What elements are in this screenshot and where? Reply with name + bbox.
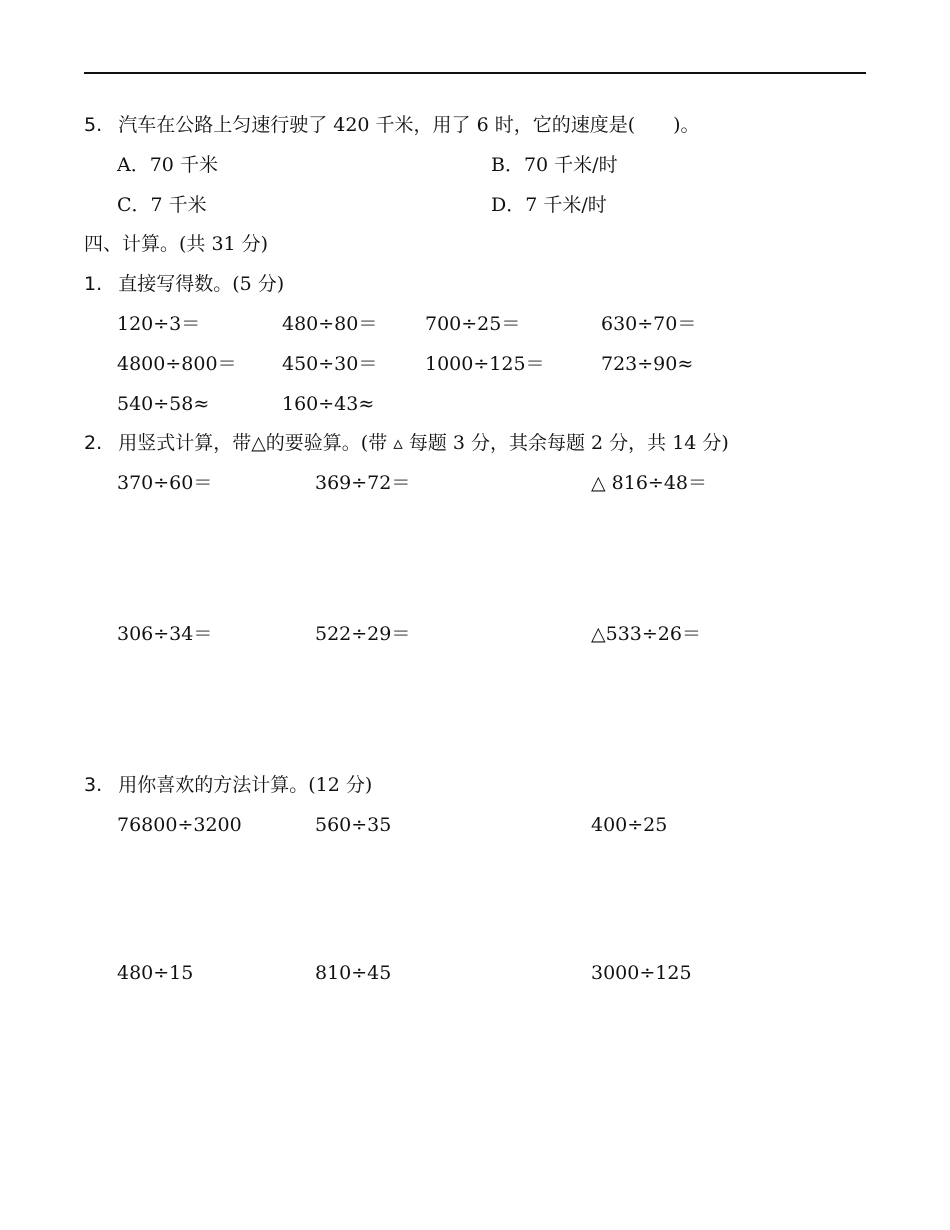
part-1-number: 1. — [84, 273, 103, 295]
method-calc-item: 76800÷3200 — [117, 814, 242, 836]
vertical-calc-item: 369÷72＝ — [315, 472, 411, 494]
method-calc-item: 400÷25 — [591, 814, 668, 836]
option-a: A．70 千米 — [117, 154, 218, 176]
method-calc-item: 3000÷125 — [591, 962, 692, 984]
oral-calc-item: 700÷25＝ — [425, 313, 521, 335]
part-3-heading — [84, 773, 372, 797]
oral-calc-item: 540÷58≈ — [117, 393, 210, 415]
vertical-calc-item: △ 816÷48＝ — [591, 472, 708, 494]
header-rule — [84, 72, 866, 74]
oral-calc-item: 1000÷125＝ — [425, 353, 545, 375]
option-b: B．70 千米/时 — [491, 154, 618, 176]
part-2-heading — [84, 431, 729, 455]
vertical-calc-item: △533÷26＝ — [591, 623, 701, 645]
oral-calc-item: 120÷3＝ — [117, 313, 201, 335]
part-2-number: 2. — [84, 432, 103, 454]
option-d: D．7 千米/时 — [491, 194, 607, 216]
method-calc-item: 480÷15 — [117, 962, 194, 984]
part-1-heading — [84, 272, 284, 296]
question-5-text: 汽车在公路上匀速行驶了 420 千米，用了 6 时，它的速度是( )。 — [118, 114, 700, 136]
part-3-number: 3. — [84, 774, 103, 796]
vertical-calc-item: 522÷29＝ — [315, 623, 411, 645]
oral-calc-item: 480÷80＝ — [282, 313, 378, 335]
method-calc-item: 560÷35 — [315, 814, 392, 836]
option-c: C．7 千米 — [117, 194, 207, 216]
oral-calc-item: 723÷90≈ — [601, 353, 694, 375]
section-4-title: 四、计算。(共 31 分) — [84, 233, 269, 255]
oral-calc-item: 160÷43≈ — [282, 393, 375, 415]
oral-calc-item: 4800÷800＝ — [117, 353, 237, 375]
oral-calc-item: 450÷30＝ — [282, 353, 378, 375]
part-3-title: 用你喜欢的方法计算。(12 分) — [118, 774, 373, 796]
vertical-calc-item: 370÷60＝ — [117, 472, 213, 494]
method-calc-item: 810÷45 — [315, 962, 392, 984]
part-2-title: 用竖式计算，带△的要验算。(带 ▵ 每题 3 分，其余每题 2 分，共 14 分) — [118, 432, 729, 454]
part-1-title: 直接写得数。(5 分) — [118, 273, 285, 295]
vertical-calc-item: 306÷34＝ — [117, 623, 213, 645]
question-5 — [84, 113, 700, 137]
oral-calc-item: 630÷70＝ — [601, 313, 697, 335]
question-5-number: 5. — [84, 114, 103, 136]
